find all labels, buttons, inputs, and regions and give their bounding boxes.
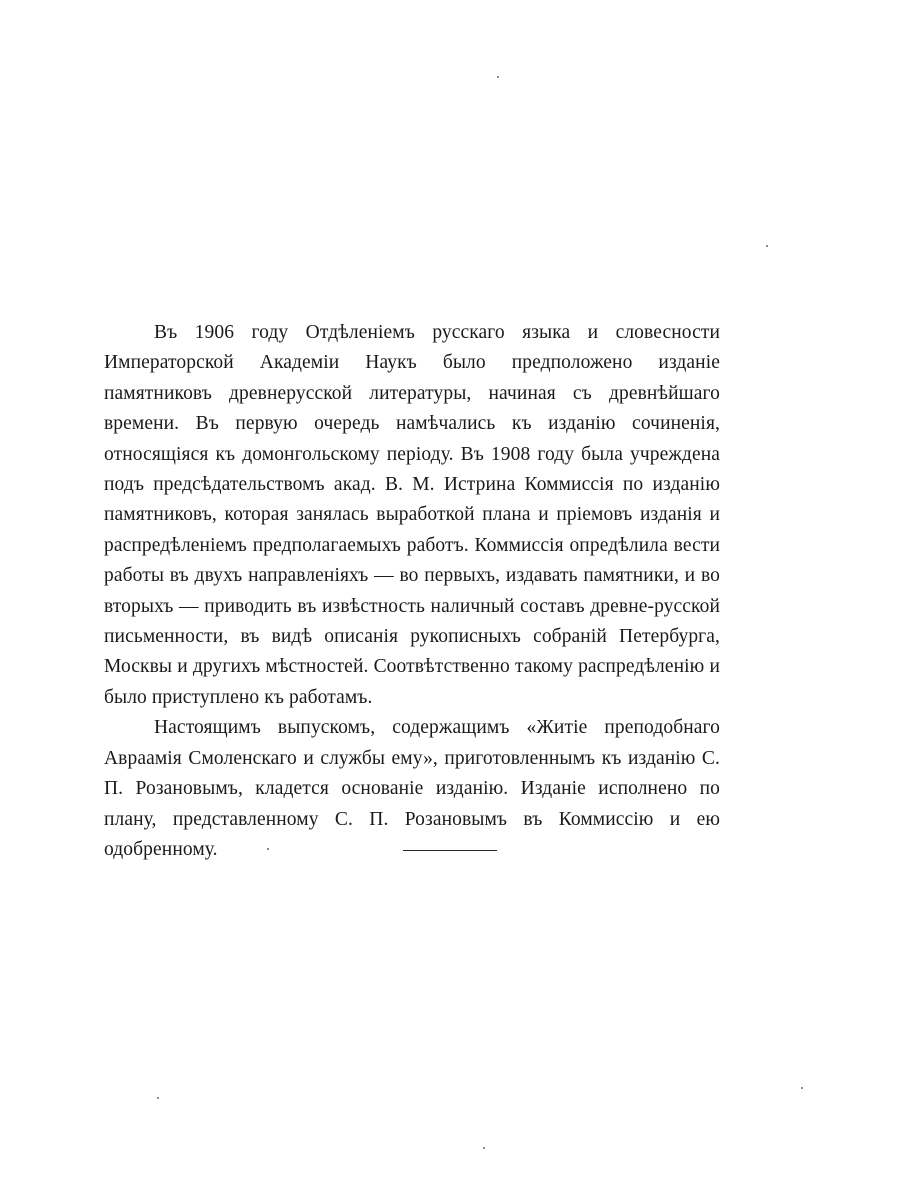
paragraph: Въ 1906 году Отдѣленіемъ русскаго языка и словесности Императорской Академіи Наукъ было предположено изданіе памятниковъ древнерусской литературы, начиная съ древнѣйшаго времени. Въ первую очередь намѣчались къ изданію сочиненія, относящіяся къ домонгольскому періоду. Въ 1908 году была учреждена подъ предсѣдательствомъ акад. В. М. Истрина Коммиссія по изданію памятниковъ, которая занялась выработкой плана и пріемовъ изданія и распредѣленіемъ предполагаемыхъ работъ. Коммиссія опредѣлила вести работы въ двухъ направленіяхъ — во первыхъ, издавать памятники, и во вторыхъ — приводить въ извѣстность наличный составъ древне-русской письменности, въ видѣ описанія рукописныхъ собраній Петербурга, Москвы и другихъ мѣстностей. Соотвѣтственно такому распредѣленію и было приступлено къ работамъ. <box>104 322 720 708</box>
scan-speck <box>766 245 768 247</box>
section-end-rule <box>403 850 497 851</box>
scan-speck <box>801 1087 803 1089</box>
scan-speck <box>483 1147 485 1149</box>
preface-text <box>104 318 720 865</box>
scan-speck <box>157 1097 159 1099</box>
scan-speck <box>497 76 499 78</box>
paragraph: Настоящимъ выпускомъ, содержащимъ «Житіе преподобнаго Авраамія Смоленскаго и службы ему», приготовленнымъ къ изданію С. П. Розановымъ, кладется основаніе изданію. Изданіе исполнено по плану, представленному С. П. Розановымъ въ Коммиссію и ею одобренному. <box>104 717 720 860</box>
